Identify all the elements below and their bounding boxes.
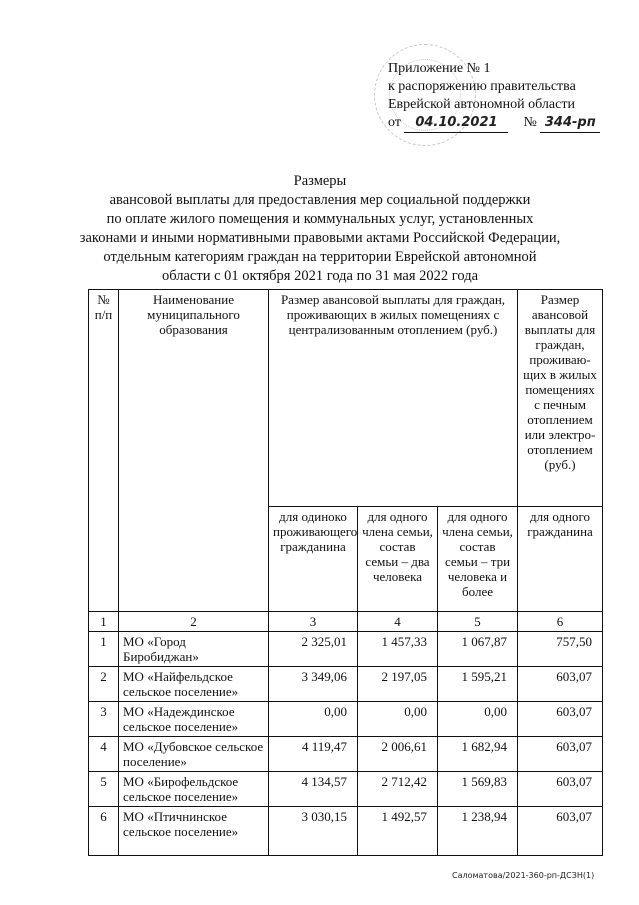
header-stove: Размер авансовой выплаты для граждан, проживаю-щих в жилых помещениях с печным отоплением или электро-отоплением (руб.) — [518, 290, 603, 507]
row-index: 4 — [89, 737, 119, 772]
row-municipality: МО «Птичнинское сельское поселение» — [119, 807, 269, 856]
header-num: № п/п — [89, 290, 119, 612]
table-row — [89, 807, 603, 856]
subheader-three: для одного члена семьи, состав семьи – три человека и более — [438, 507, 518, 612]
row-index: 5 — [89, 772, 119, 807]
col-number: 6 — [518, 612, 603, 632]
title-line-4: законами и иными нормативными правовыми актами Российской Федерации, — [79, 230, 561, 246]
table-row — [89, 702, 603, 737]
header-central: Размер авансовой выплаты для граждан, проживающих в жилых помещениях с централизованным отоплением (руб.) — [269, 290, 518, 507]
payments-table — [88, 289, 603, 856]
date-prefix: от — [388, 115, 401, 130]
title-line-3: по оплате жилого помещения и коммунальных услуг, установленных — [106, 211, 534, 227]
number-value: 344-рп — [540, 114, 600, 133]
row-value-stove: 603,07 — [518, 702, 603, 737]
row-value-single: 4 134,57 — [269, 772, 358, 807]
row-index: 2 — [89, 667, 119, 702]
row-value-two: 1 457,33 — [358, 632, 438, 667]
title-line-5: отдельным категориям граждан на территории Еврейской автономной — [103, 249, 537, 265]
appendix-header — [388, 60, 608, 134]
subheader-two: для одного члена семьи, состав семьи – два человека — [358, 507, 438, 612]
column-numbers-row — [89, 612, 603, 632]
row-value-two: 2 197,05 — [358, 667, 438, 702]
appendix-title: Приложение № 1 — [388, 61, 491, 76]
row-value-single: 3 349,06 — [269, 667, 358, 702]
row-municipality: МО «Бирофельдское сельское поселение» — [119, 772, 269, 807]
table-row — [89, 737, 603, 772]
document-footer-code: Саломатова/2021-360-рп-ДСЗН(1) — [452, 871, 595, 880]
col-number: 4 — [358, 612, 438, 632]
row-value-single: 0,00 — [269, 702, 358, 737]
row-value-stove: 603,07 — [518, 772, 603, 807]
row-value-three: 0,00 — [438, 702, 518, 737]
number-prefix: № — [523, 115, 537, 130]
subheader-single: для одиноко проживающего гражданина — [269, 507, 358, 612]
row-value-single: 3 030,15 — [269, 807, 358, 856]
row-value-three: 1 569,83 — [438, 772, 518, 807]
row-value-two: 2 712,42 — [358, 772, 438, 807]
col-number: 3 — [269, 612, 358, 632]
row-value-three: 1 238,94 — [438, 807, 518, 856]
row-value-three: 1 682,94 — [438, 737, 518, 772]
row-value-stove: 603,07 — [518, 737, 603, 772]
col-number: 1 — [89, 612, 119, 632]
row-value-two: 0,00 — [358, 702, 438, 737]
document-title — [60, 172, 580, 286]
table-header-row — [89, 290, 603, 507]
row-value-two: 2 006,61 — [358, 737, 438, 772]
row-value-single: 2 325,01 — [269, 632, 358, 667]
row-municipality: МО «Дубовское сельское поселение» — [119, 737, 269, 772]
col-number: 2 — [119, 612, 269, 632]
row-value-stove: 603,07 — [518, 667, 603, 702]
title-line-2: авансовой выплаты для предоставления мер социальной поддержки — [109, 192, 531, 208]
row-value-two: 1 492,57 — [358, 807, 438, 856]
row-index: 3 — [89, 702, 119, 737]
row-index: 6 — [89, 807, 119, 856]
row-value-stove: 757,50 — [518, 632, 603, 667]
row-index: 1 — [89, 632, 119, 667]
table-row — [89, 632, 603, 667]
appendix-date-row — [388, 114, 608, 134]
header-name: Наименование муниципального образования — [119, 290, 269, 612]
row-value-three: 1 595,21 — [438, 667, 518, 702]
title-line-6: области с 01 октября 2021 года по 31 мая 2022 года — [161, 268, 479, 284]
title-line-1: Размеры — [293, 173, 347, 189]
appendix-region-line: Еврейской автономной области — [388, 97, 575, 112]
date-value: 04.10.2021 — [404, 114, 508, 133]
row-value-single: 4 119,47 — [269, 737, 358, 772]
table-row — [89, 667, 603, 702]
row-municipality: МО «Надеждинское сельское поселение» — [119, 702, 269, 737]
row-value-three: 1 067,87 — [438, 632, 518, 667]
table-row — [89, 772, 603, 807]
col-number: 5 — [438, 612, 518, 632]
subheader-citizen: для одного гражданина — [518, 507, 603, 612]
appendix-order-line: к распоряжению правительства — [388, 79, 576, 94]
row-municipality: МО «Город Биробиджан» — [119, 632, 269, 667]
row-value-stove: 603,07 — [518, 807, 603, 856]
row-municipality: МО «Найфельдское сельское поселение» — [119, 667, 269, 702]
